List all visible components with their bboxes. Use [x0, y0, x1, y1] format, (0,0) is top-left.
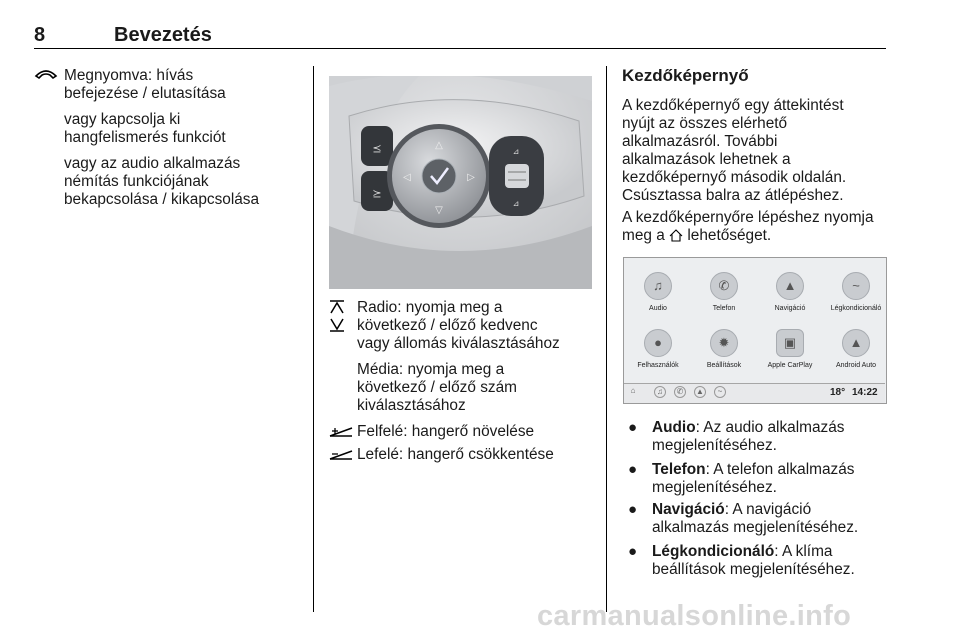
bullet-dot: ● — [628, 543, 638, 560]
app-label: Android Auto — [835, 362, 877, 369]
status-bar — [624, 383, 885, 403]
bullet-item — [652, 461, 854, 497]
text-fragment: meg a — [622, 227, 665, 244]
text-line: alkalmazás megjelenítéséhez. — [652, 519, 859, 536]
bullet-item — [652, 501, 858, 537]
home-icon: ⌂ — [630, 386, 636, 395]
app-label: Telefon — [712, 305, 736, 312]
volume-down-text: Lefelé: hangerő csökkentése — [357, 446, 554, 463]
intro-paragraph — [622, 97, 846, 205]
volume-down-icon — [329, 447, 353, 466]
text-line: vagy állomás kiválasztásához — [357, 335, 560, 352]
svg-text:▽: ▽ — [435, 205, 443, 216]
phone-hangup-icon — [34, 67, 58, 86]
text-line: nyújt az összes elérhető — [622, 115, 788, 132]
col1-text-block-3 — [64, 155, 259, 209]
media-description — [357, 361, 517, 415]
text-line: alkalmazásról. További — [622, 133, 778, 150]
column-divider — [313, 66, 314, 612]
text-line: Média: nyomja meg a — [357, 361, 505, 378]
bullet-term: Audio — [652, 419, 696, 436]
volume-up-text: Felfelé: hangerő növelése — [357, 423, 535, 440]
text-fragment: lehetőséget. — [687, 227, 772, 244]
phone-icon: ✆ — [710, 272, 738, 300]
text-line: bekapcsolása / kikapcsolása — [64, 191, 260, 208]
app-label: Audio — [649, 305, 667, 312]
volume-up-icon — [329, 424, 353, 443]
text-line: kiválasztásához — [357, 397, 466, 414]
phone-icon: ✆ — [674, 386, 686, 398]
bullet-term: Légkondicionáló — [652, 543, 775, 560]
audio-icon: ♫ — [654, 386, 666, 398]
svg-text:⪯: ⪯ — [372, 142, 382, 155]
text-line: alkalmazások lehetnek a — [622, 151, 791, 168]
text-line: kezdőképernyő második oldalán. — [622, 169, 847, 186]
svg-text:▷: ▷ — [467, 172, 475, 183]
android-auto-icon: ▲ — [842, 329, 870, 357]
text-line — [622, 227, 874, 247]
text-line: Megnyomva: hívás — [64, 67, 194, 84]
watermark: carmanualsonline.info — [537, 600, 852, 632]
app-label: Felhasználók — [637, 362, 679, 369]
home-paragraph — [622, 209, 874, 247]
skip-up-icon — [329, 300, 345, 319]
bullet-dot: ● — [628, 461, 638, 478]
app-label: Légkondicionáló — [830, 305, 882, 312]
bullet-dot: ● — [628, 419, 638, 436]
bullet-desc: : A navigáció — [724, 501, 812, 518]
col1-text-block-1 — [64, 67, 226, 103]
navigation-icon: ▲ — [694, 386, 706, 398]
page-number: 8 — [34, 24, 46, 46]
text-line: megjelenítéséhez. — [652, 437, 777, 454]
text-line: némítás funkciójának — [64, 173, 209, 190]
home-icon — [669, 229, 683, 247]
climate-icon: ~ — [842, 272, 870, 300]
text-line: Radio: nyomja meg a — [357, 299, 503, 316]
svg-text:⊿: ⊿ — [512, 147, 520, 156]
bullet-desc: : A telefon alkalmazás — [705, 461, 855, 478]
carplay-icon: ▣ — [776, 329, 804, 357]
climate-icon: ~ — [714, 386, 726, 398]
text-line: következő / előző kedvenc — [357, 317, 538, 334]
navigation-icon: ▲ — [776, 272, 804, 300]
text-line: beállítások megjelenítéséhez. — [652, 561, 855, 578]
bullet-dot: ● — [628, 501, 638, 518]
text-line: A kezdőképernyőre lépéshez nyomja — [622, 209, 874, 226]
bullet-term: Telefon — [652, 461, 706, 478]
column-divider — [606, 66, 607, 612]
text-line: vagy kapcsolja ki — [64, 111, 181, 128]
svg-text:◁: ◁ — [403, 172, 411, 183]
svg-text:△: △ — [435, 140, 443, 151]
section-heading: Kezdőképernyő — [622, 66, 749, 85]
bullet-desc: : Az audio alkalmazás — [695, 419, 845, 436]
col1-text-block-2 — [64, 111, 226, 147]
app-label: Apple CarPlay — [767, 362, 813, 369]
settings-icon: ✹ — [710, 329, 738, 357]
status-time: 14:22 — [852, 387, 878, 398]
text-line: Csúsztassa balra az átlépéshez. — [622, 187, 844, 204]
svg-text:⊿: ⊿ — [512, 199, 520, 208]
status-temperature: 18° — [830, 387, 846, 398]
text-line: következő / előző szám — [357, 379, 517, 396]
bullet-item — [652, 419, 844, 455]
text-line: vagy az audio alkalmazás — [64, 155, 241, 172]
app-label: Beállítások — [706, 362, 742, 369]
audio-icon: ♫ — [644, 272, 672, 300]
text-line: hangfelismerés funkciót — [64, 129, 226, 146]
text-line: A kezdőképernyő egy áttekintést — [622, 97, 844, 114]
skip-down-icon — [329, 318, 345, 337]
section-title: Bevezetés — [114, 24, 212, 46]
bullet-item — [652, 543, 855, 579]
text-line: befejezése / elutasítása — [64, 85, 226, 102]
svg-text:⪰: ⪰ — [372, 187, 382, 200]
bullet-term: Navigáció — [652, 501, 725, 518]
app-label: Navigáció — [774, 305, 806, 312]
bullet-desc: : A klíma — [774, 543, 833, 560]
users-icon: ● — [644, 329, 672, 357]
radio-description — [357, 299, 560, 353]
steering-wheel-controls-photo — [329, 76, 592, 289]
page-header — [34, 14, 886, 49]
text-line: megjelenítéséhez. — [652, 479, 777, 496]
